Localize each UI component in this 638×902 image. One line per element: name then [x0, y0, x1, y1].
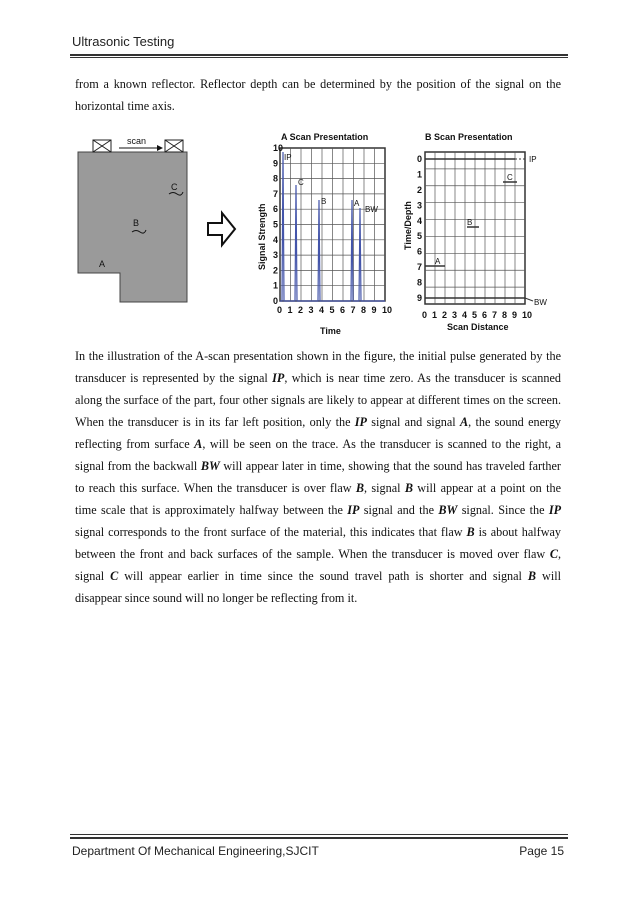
a-x-tick-label: 8 [361, 305, 367, 315]
b-y-tick-label: 2 [417, 184, 423, 195]
b-scan-xlabel: Scan Distance [447, 322, 509, 332]
b-x-tick-label: 5 [472, 310, 478, 320]
b-y-tick-label: 7 [417, 262, 423, 273]
a-y-tick-label: 6 [273, 204, 279, 215]
a-x-tick-label: 1 [287, 305, 293, 315]
b-y-tick-label: 5 [417, 231, 423, 242]
b-y-tick-label: 1 [417, 169, 423, 180]
signal-b: B [404, 481, 413, 495]
body-text: signal corresponds to the front surface of the material, this indicates that flaw [75, 525, 467, 539]
b-scan-ylabel: Time/Depth [403, 201, 413, 250]
a-scan-chart [257, 132, 392, 336]
a-y-tick-label: 0 [273, 296, 279, 306]
body-text: In the illustration of the A-scan presentation shown in the figure, the initial pulse generated by the transducer is represented by the signal [75, 349, 561, 385]
a-signal-a-label: A [354, 199, 360, 208]
b-y-tick-label: 4 [417, 215, 423, 226]
intro-paragraph: from a known reflector. Reflector depth can be determined by the position of the signal on the horizontal time axis. [75, 77, 561, 113]
body-text: , which is near time zero. As the transducer is scanned along the surface of the part, four other signals are likely to appear at different times on the screen. When the transducer is in its far left position, only the [75, 371, 561, 429]
b-scan-chart [403, 132, 547, 332]
test-part-diagram [78, 136, 187, 302]
b-x-tick-label: 7 [492, 310, 498, 320]
b-bw-label: BW [534, 298, 547, 307]
b-x-tick-label: 6 [482, 310, 488, 320]
a-y-tick-label: 1 [273, 280, 279, 291]
signal-c: C [110, 569, 119, 583]
a-y-tick-label: 9 [273, 158, 279, 169]
header-rule [70, 54, 568, 56]
signal-bw: BW [200, 459, 220, 473]
body-text: will appear later in time, showing that the sound has traveled farther to reach this surface. When the transducer is over flaw [75, 459, 561, 495]
body-paragraph [75, 345, 561, 609]
a-x-tick-label: 2 [298, 305, 304, 315]
signal-ip: IP [354, 415, 367, 429]
a-signal-c-label: C [298, 178, 304, 187]
body-text: is about halfway between the front and back surfaces of the sample. When the transducer is moved over flaw [75, 525, 561, 561]
surface-a-label: A [99, 259, 106, 269]
a-x-tick-label: 9 [371, 305, 377, 315]
flaw-c: C [549, 547, 558, 561]
a-signal-ip-label: IP [284, 153, 292, 162]
header-rule-thin [70, 57, 568, 58]
body-text: , will be seen on the trace. As the transducer is scanned to the right, a signal from the backwall [75, 437, 561, 473]
a-scan-xlabel: Time [320, 326, 341, 336]
signal-b: B [527, 569, 537, 583]
b-x-tick-label: 2 [442, 310, 448, 320]
b-y-tick-label: 6 [417, 246, 423, 257]
a-y-tick-label: 8 [273, 173, 279, 184]
a-y-tick-label: 7 [273, 188, 279, 199]
a-x-tick-label: 7 [350, 305, 356, 315]
body-text: signal. Since the [457, 503, 549, 517]
b-y-tick-label: 9 [417, 293, 423, 303]
body-text: , signal [75, 547, 561, 583]
a-x-tick-label: 5 [329, 305, 335, 315]
body-text: signal and signal [366, 415, 460, 429]
a-x-tick-label: 0 [277, 305, 283, 315]
b-x-tick-label: 8 [502, 310, 508, 320]
b-y-tick-label: 0 [417, 154, 423, 164]
footer-department: Department Of Mechanical Engineering,SJCIT [72, 844, 319, 858]
a-y-tick-label: 2 [273, 265, 279, 276]
footer-rule [70, 834, 568, 835]
right-arrow-icon [208, 213, 235, 245]
surface-a: A [194, 437, 203, 451]
a-x-tick-label: 10 [382, 305, 393, 315]
flaw-b-label: B [133, 218, 140, 228]
a-scan-title: A Scan Presentation [281, 132, 369, 142]
a-y-tick-label: 5 [273, 219, 279, 230]
b-x-tick-label: 9 [512, 310, 518, 320]
flaw-b: B [355, 481, 365, 495]
a-x-tick-label: 6 [340, 305, 346, 315]
flaw-c-label: C [171, 182, 178, 192]
a-x-tick-label: 4 [319, 305, 325, 315]
a-y-tick-label: 3 [273, 250, 279, 261]
body-text: will appear at a point on the time scale that is approximately halfway between the [75, 481, 561, 517]
body-text: will appear earlier in time since the sound travel path is shorter and signal [118, 569, 528, 583]
page-number: Page 15 [519, 844, 564, 858]
signal-bw: BW [438, 503, 458, 517]
a-signal-b-label: B [321, 197, 327, 206]
header-title: Ultrasonic Testing [72, 34, 175, 49]
scan-label: scan [127, 136, 147, 146]
body-text: signal and the [359, 503, 439, 517]
b-y-tick-label: 8 [417, 277, 423, 288]
signal-ip: IP [548, 503, 562, 517]
a-signal-bw-label: BW [365, 205, 378, 214]
ultrasonic-figure [75, 130, 561, 340]
b-b-label: B [467, 218, 473, 227]
signal-a: A [459, 415, 469, 429]
body-text: , signal [364, 481, 405, 495]
b-x-tick-label: 4 [462, 310, 468, 320]
b-x-tick-label: 10 [522, 310, 533, 320]
b-a-label: A [435, 257, 441, 266]
b-ip-label: IP [529, 155, 537, 164]
flaw-b: B [466, 525, 475, 539]
b-c-label: C [507, 173, 513, 182]
body-text: , the sound energy reflecting from surface [75, 415, 562, 451]
a-y-tick-label: 4 [273, 234, 279, 245]
b-y-tick-label: 3 [417, 200, 423, 211]
b-x-tick-label: 3 [452, 310, 458, 320]
b-x-tick-label: 1 [432, 310, 438, 320]
signal-ip: IP [347, 503, 360, 517]
b-scan-title: B Scan Presentation [425, 132, 513, 142]
b-x-tick-label: 0 [422, 310, 428, 320]
signal-ip: IP [272, 371, 285, 385]
a-x-tick-label: 3 [308, 305, 314, 315]
footer-rule-thick [70, 837, 568, 839]
body-text: will disappear since sound will no longer be reflecting from it. [75, 569, 561, 605]
a-scan-ylabel: Signal Strength [257, 203, 267, 270]
a-y-tick-label: 10 [273, 143, 284, 153]
